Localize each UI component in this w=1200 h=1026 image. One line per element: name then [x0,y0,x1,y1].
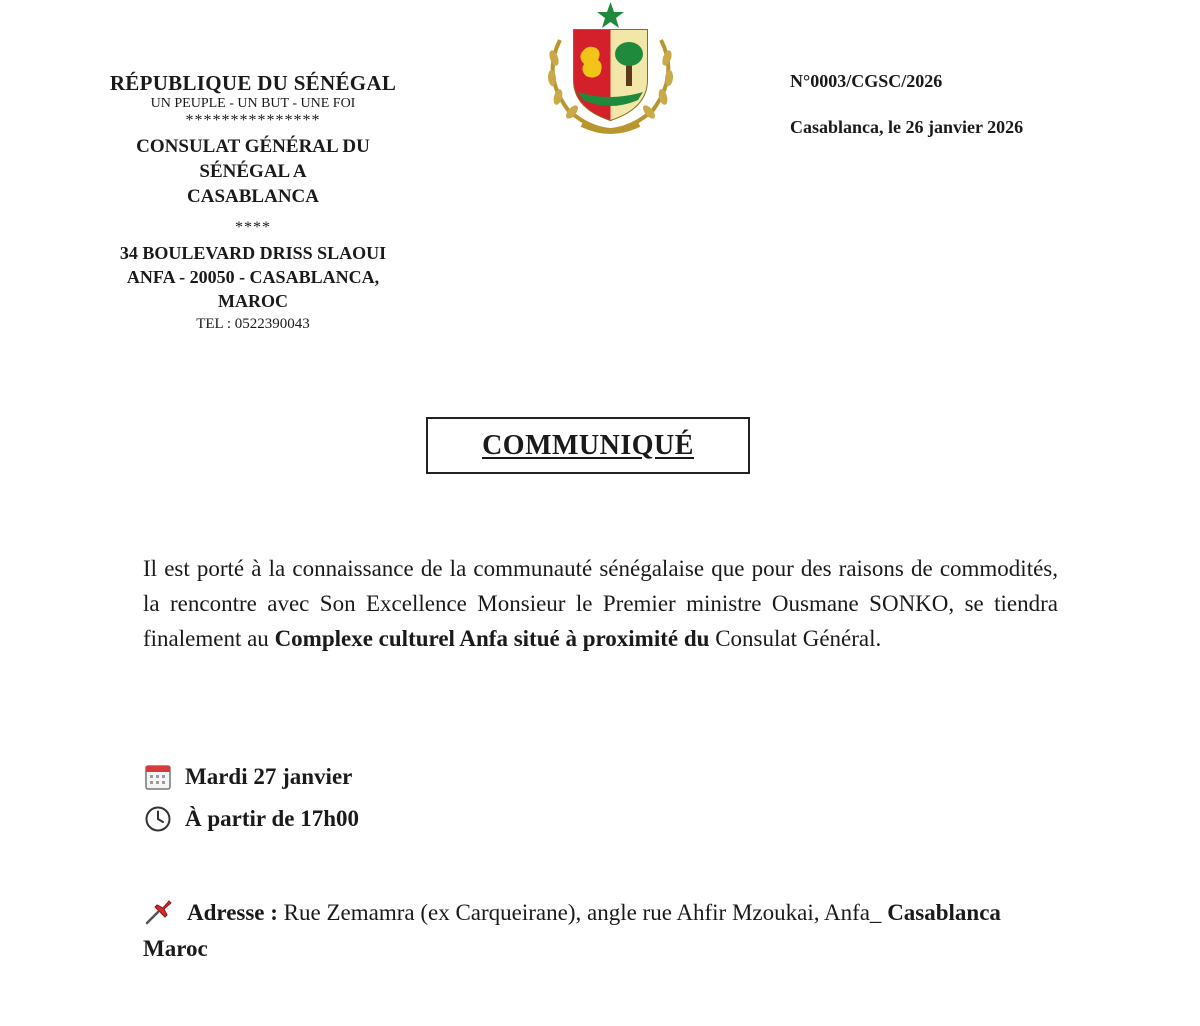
consulate-header [88,70,418,333]
body-text: Il est porté à la connaissance de la communauté sénégalaise que pour des raisons de commodités, la rencontre avec Son Excellence Monsieur le Premier ministre Ousmane SONKO, se tiendra finalement au [143,556,1058,651]
country-name: RÉPUBLIQUE DU SÉNÉGAL [109,71,397,95]
address-line: MAROC [218,291,288,311]
address-line: 34 BOULEVARD DRISS SLAOUI [119,243,387,263]
reference-number: N°0003/CGSC/2026 [790,71,943,91]
address-city: Casablanca Maroc [143,900,1001,961]
consulate-name-line: CONSULAT GÉNÉRAL DU [136,136,370,157]
consulate-name [88,134,418,209]
event-date [143,762,352,792]
event-time-text: À partir de 17h00 [185,806,359,831]
consulate-name-line: CASABLANCA [187,186,319,207]
body-text-end: Consulat Général. [709,626,882,651]
separator-stars-short: **** [235,219,271,236]
announcement-body [143,551,1058,656]
address-text: Rue Zemamra (ex Carqueirane), angle rue Ahfir Mzoukai, Anfa_ [277,900,888,925]
calendar-icon [143,762,173,792]
document-meta [790,68,1120,140]
separator-stars: *************** [185,112,321,129]
consulate-name-line: SÉNÉGAL A [199,161,307,182]
coat-of-arms-icon [538,0,683,140]
venue-highlight: Complexe culturel Anfa situé à proximité du [274,626,710,651]
pushpin-icon [143,897,177,925]
consulate-phone: TEL : 0522390043 [196,316,310,332]
event-date-text: Mardi 27 janvier [185,764,353,789]
document-title: COMMUNIQUÉ [482,429,694,461]
event-address [143,895,1063,967]
address-label: Adresse : [187,900,278,925]
address-line: ANFA - 20050 - CASABLANCA, [126,267,380,287]
event-time [143,804,359,834]
national-motto: UN PEUPLE - UN BUT - UNE FOI [150,96,356,111]
consulate-address [88,241,418,313]
clock-icon [143,804,173,834]
title-box [426,417,750,474]
place-and-date: Casablanca, le 26 janvier 2026 [790,117,1024,137]
